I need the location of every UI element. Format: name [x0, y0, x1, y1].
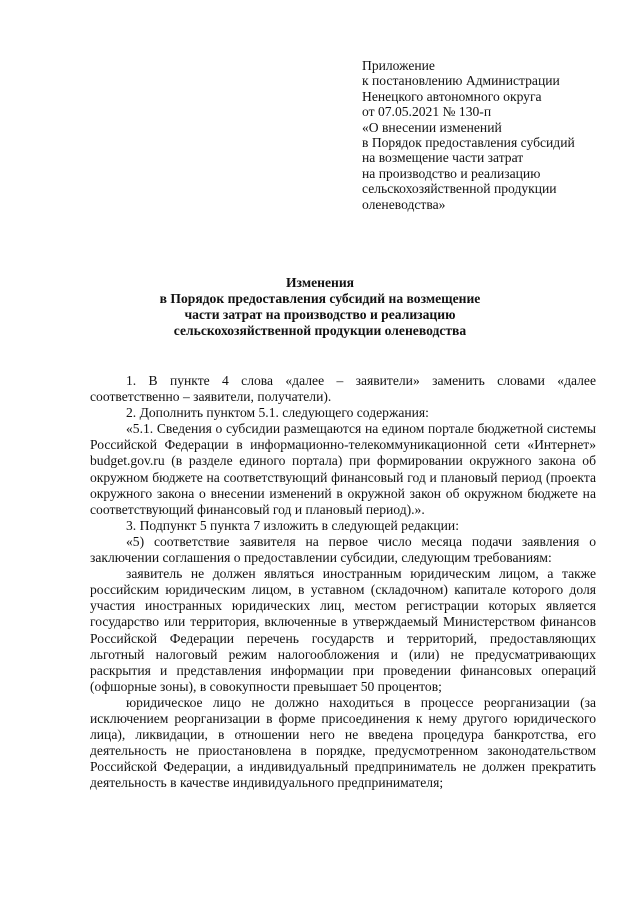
- appendix-header: [362, 58, 632, 212]
- appendix-line: на производство и реализацию: [362, 165, 541, 181]
- appendix-line: Приложение: [362, 58, 435, 73]
- paragraph: «5.1. Сведения о субсидии размещаются на едином портале бюджетной системы Российской Федерации в информационно-телекоммуникационной сети «Интернет» budget.gov.ru (в разделе единого портала) при формировании окружного закона об окружном бюджете на соответствующий финансовый год и плановый период (проекта окружного закона о внесении изменений в окружной закон об окружном бюджете на соответствующий финансовый год и плановый период).».: [90, 421, 596, 517]
- paragraph: 1. В пункте 4 слова «далее – заявители» заменить словами «далее соответственно – заявители, получатели).: [90, 373, 596, 405]
- paragraph: юридическое лицо не должно находиться в процессе реорганизации (за исключением реорганизации в форме присоединения к нему другого юридического лица), ликвидации, в отношении него не введена процедура банкротства, его деятельность не приостановлена в порядке, предусмотренном законодательством Российской Федерации, а индивидуальный предприниматель не должен прекратить деятельность в качестве индивидуального предпринимателя;: [90, 694, 596, 791]
- appendix-line: оленеводства»: [362, 196, 446, 212]
- appendix-line: «О внесении изменений: [362, 119, 502, 135]
- title-line: части затрат на производство и реализацию: [184, 307, 456, 322]
- title-line: Изменения: [285, 275, 355, 290]
- appendix-line: от 07.05.2021 № 130-п: [362, 104, 492, 120]
- appendix-line: в Порядок предоставления субсидий: [362, 135, 575, 151]
- appendix-line: сельскохозяйственной продукции: [362, 181, 557, 197]
- paragraph: заявитель не должен являться иностранным юридическим лицом, а также российским юридическим лицом, в уставном (складочном) капитале которого доля участия иностранных юридических лиц, местом регистрации которых является государство или территория, включенные в утверждаемый Министерством финансов Российской Федерации перечень государств и территорий, предоставляющих льготный налоговый режим налогообложения и (или) не предусматривающих раскрытия и представления информации при проведении финансовых операций (офшорные зоны), в совокупности превышает 50 процентов;: [90, 566, 596, 694]
- appendix-line: на возмещение части затрат: [362, 150, 524, 166]
- document-body: [90, 373, 596, 791]
- paragraph: 2. Дополнить пунктом 5.1. следующего содержания:: [126, 405, 429, 421]
- title-line: сельскохозяйственной продукции оленеводства: [173, 323, 467, 338]
- paragraph: «5) соответствие заявителя на первое число месяца подачи заявления о заключении соглашения о предоставлении субсидии, следующим требованиям:: [90, 533, 596, 566]
- document-title: [90, 275, 550, 339]
- title-line: в Порядок предоставления субсидий на возмещение: [159, 291, 481, 306]
- appendix-line: к постановлению Администрации: [362, 73, 560, 89]
- appendix-line: Ненецкого автономного округа: [362, 88, 542, 104]
- paragraph: 3. Подпункт 5 пункта 7 изложить в следующей редакции:: [126, 517, 459, 533]
